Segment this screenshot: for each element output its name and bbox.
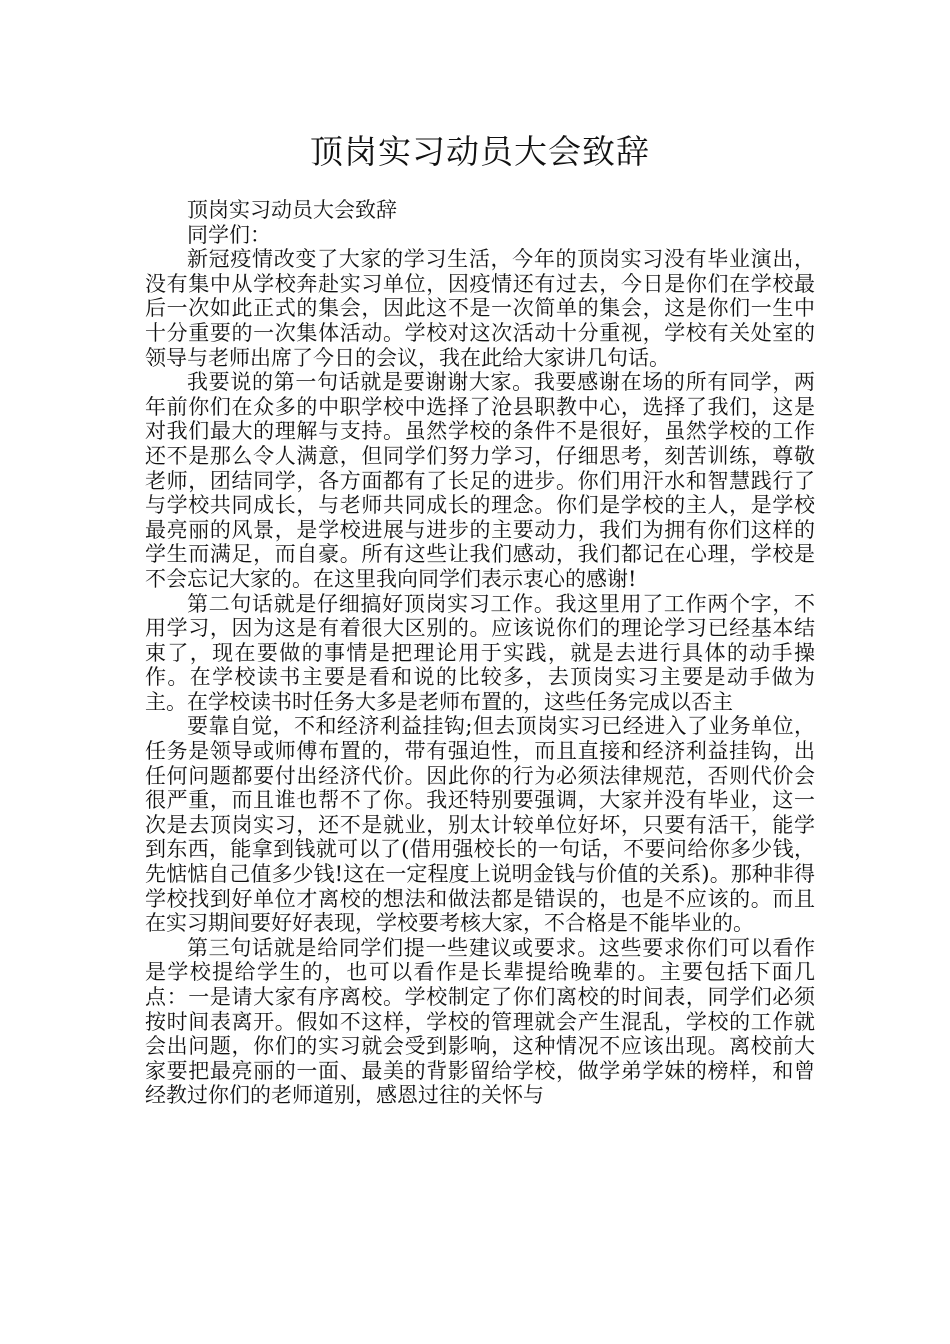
document-page xyxy=(145,0,815,1344)
paragraph-intro: 新冠疫情改变了大家的学习生活，今年的顶岗实习没有毕业演出，没有集中从学校奔赴实习单位，因疫情还有过去，今日是你们在学校最后一次如此正式的集会，因此这不是一次简单的集会，这是你们一生中十分重要的一次集体活动。学校对这次活动十分重视，学校有关处室的领导与老师出席了今日的会议，我在此给大家讲几句话。 xyxy=(145,247,815,370)
paragraph-third-point: 第三句话就是给同学们提一些建议或要求。这些要求你们可以看作是学校提给学生的，也可以看作是长辈提给晚辈的。主要包括下面几点：一是请大家有序离校。学校制定了你们离校的时间表，同学们必须按时间表离开。假如不这样，学校的管理就会产生混乱，学校的工作就会出问题，你们的实习就会受到影响，这种情况不应该出现。离校前大家要把最亮丽的一面、最美的背影留给学校，做学弟学妹的榜样，和曾经教过你们的老师道别，感恩过往的关怀与 xyxy=(145,935,815,1108)
paragraph-first-point: 我要说的第一句话就是要谢谢大家。我要感谢在场的所有同学，两年前你们在众多的中职学校中选择了沧县职教中心，选择了我们，这是对我们最大的理解与支持。虽然学校的条件不是很好，虽然学校的工作还不是那么令人满意，但同学们努力学习，仔细思考，刻苦训练，尊敬老师，团结同学，各方面都有了长足的进步。你们用汗水和智慧践行了与学校共同成长，与老师共同成长的理念。你们是学校的主人，是学校最亮丽的风景，是学校进展与进步的主要动力，我们为拥有你们这样的学生而满足，而自豪。所有这些让我们感动，我们都记在心理，学校是不会忘记大家的。在这里我向同学们表示衷心的感谢! xyxy=(145,370,815,591)
salutation-line: 同学们： xyxy=(187,222,271,247)
paragraph-second-point-continued: 要靠自觉，不和经济利益挂钩;但去顶岗实习已经进入了业务单位， 任务是领导或师傅布置的，带有强迫性，而且直接和经济利益挂钩，出任何问题都要付出经济代价。因此你的行为必须法律规范，否则代价会很严重，而且谁也帮不了你。我还特别要强调，大家并没有毕业，这一次是去顶岗实习，还不是就业，别太计较单位好坏，只要有活干，能学到东西，能拿到钱就可以了(借用强校长的一句话，不要问给你多少钱，先惦惦自己值多少钱!这在一定程度上说明金钱与价值的关系)。那种非得学校找到好单位才离校的想法和做法都是错误的，也是不应该的。而且在实习期间要好好表现，学校要考核大家，不合格是不能毕业的。 xyxy=(145,714,815,936)
document-body xyxy=(145,198,815,1108)
document-title: 顶岗实习动员大会致辞 xyxy=(310,132,650,171)
paragraph-second-point: 第二句话就是仔细搞好顶岗实习工作。我这里用了工作两个字，不用学习，因为这是有着很大区别的。应该说你们的理论学习已经基本结束了，现在要做的事情是把理论用于实践，就是去进行具体的动手操作。在学校读书主要是看和说的比较多，去顶岗实习主要是动手做为主。在学校读书时任务大多是老师布置的，这些任务完成以否主 xyxy=(145,591,815,714)
subtitle-line: 顶岗实习动员大会致辞 xyxy=(187,198,397,222)
